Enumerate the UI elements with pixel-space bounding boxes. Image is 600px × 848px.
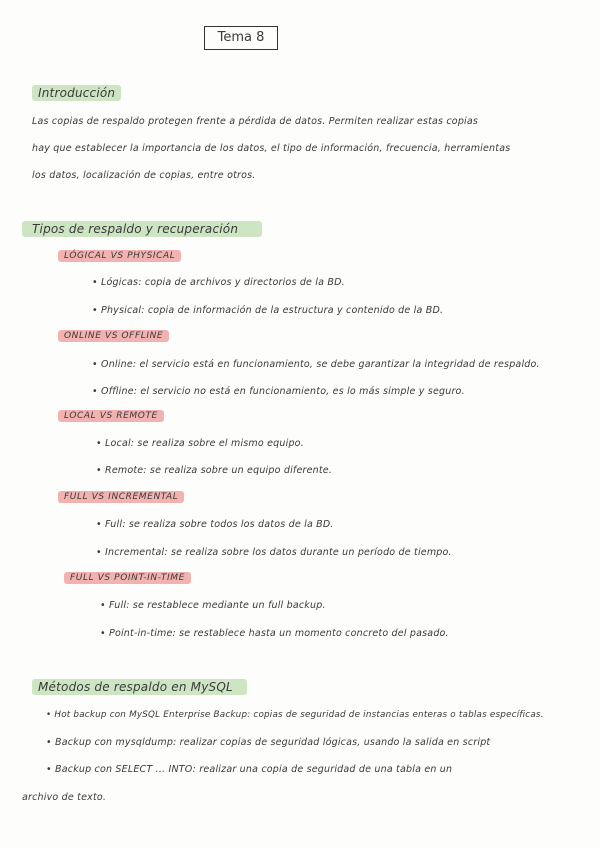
methods-line-3: • Backup con SELECT ... INTO: realizar una copia de seguridad de una tabla en un (46, 764, 453, 775)
bullet-full-2: • Incremental: se realiza sobre los datos durante un período de tiempo. (96, 547, 452, 558)
bullet-online-1: • Online: el servicio está en funcionamiento, se debe garantizar la integridad de respaldo. (92, 359, 540, 370)
types-heading-text: Tipos de respaldo y recuperación (22, 221, 262, 237)
bullet-online-2: • Offline: el servicio no está en funcionamiento, es lo más simple y seguro. (92, 386, 465, 397)
methods-line-1: • Hot backup con MySQL Enterprise Backup: copias de seguridad de instancias enteras o tablas específicas. (46, 710, 544, 720)
group-label-online-text: ONLINE VS OFFLINE (58, 330, 169, 342)
intro-line-2: hay que establecer la importancia de los datos, el tipo de información, frecuencia, herramientas (32, 143, 511, 154)
group-label-online (58, 331, 169, 341)
group-label-full-text: FULL VS INCREMENTAL (58, 491, 184, 503)
methods-line-4: archivo de texto. (22, 792, 107, 803)
intro-heading (32, 86, 121, 100)
bullet-pit-2: • Point-in-time: se restablece hasta un momento concreto del pasado. (100, 628, 449, 639)
methods-line-2: • Backup con mysqldump: realizar copias de seguridad lógicas, usando la salida en script (46, 737, 491, 748)
intro-line-3: los datos, localización de copias, entre otros. (32, 170, 256, 181)
bullet-local-1: • Local: se realiza sobre el mismo equipo. (96, 438, 304, 449)
bullet-pit-1: • Full: se restablece mediante un full backup. (100, 600, 326, 611)
bullet-local-2: • Remote: se realiza sobre un equipo diferente. (96, 465, 333, 476)
intro-line-1: Las copias de respaldo protegen frente a pérdida de datos. Permiten realizar estas copias (32, 116, 479, 127)
group-label-full (58, 492, 184, 502)
group-label-logical (58, 251, 181, 261)
page-title: Tema 8 (204, 26, 278, 50)
methods-heading (32, 680, 247, 694)
methods-heading-text: Métodos de respaldo en MySQL (32, 679, 247, 695)
bullet-full-1: • Full: se realiza sobre todos los datos de la BD. (96, 519, 334, 530)
group-label-logical-text: LÓGICAL VS PHYSICAL (58, 250, 181, 262)
group-label-pit-text: FULL VS POINT-IN-TIME (64, 572, 191, 584)
group-label-local (58, 411, 164, 421)
types-heading (22, 222, 262, 236)
group-label-local-text: LOCAL VS REMOTE (58, 410, 164, 422)
intro-heading-text: Introducción (32, 85, 121, 101)
bullet-logical-2: • Physical: copia de información de la estructura y contenido de la BD. (92, 305, 444, 316)
bullet-logical-1: • Lógicas: copia de archivos y directorios de la BD. (92, 277, 345, 288)
group-label-pit (64, 573, 191, 583)
